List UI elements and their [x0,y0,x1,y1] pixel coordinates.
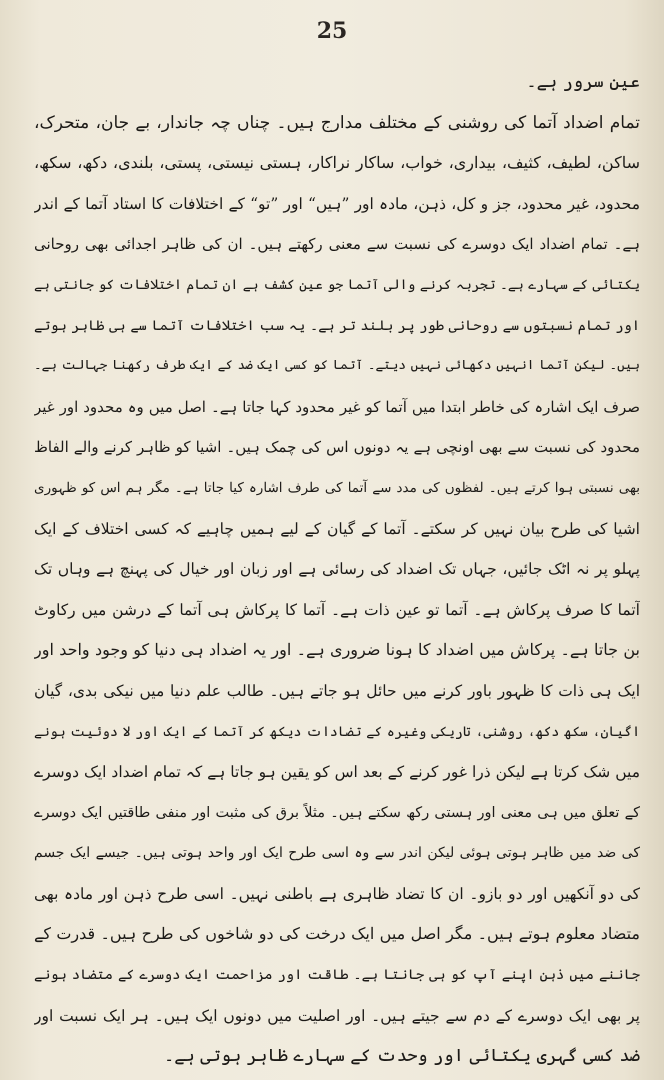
text-line: تمام اضداد آتما کی روشنی کے مختلف مدارج ہیں۔ چناں چہ جاندار، بے جان، متحرک، [34,112,640,133]
text-line: بن جاتا ہے۔ پرکاش میں اضداد کا ہونا ضروری ہے۔ اور یہ اضداد ہی دنیا کو وجود واحد اور [34,640,640,660]
text-line: اشیا کی طرح بیان نہیں کر سکتے۔ آتما کے گیان کے لیے ہمیں چاہیے کہ کسی اختلاف کے ایک [34,519,640,538]
text-line: متضاد معلوم ہوتے ہیں۔ مگر اصل میں ایک درخت کی دو شاخوں کی طرح ہیں۔ قدرت کے [34,924,640,944]
text-line: ساکن، لطیف، کثیف، بیداری، خواب، ساکار نراکار، ہستی نیستی، پستی، بلندی، دکھ، سکھ، [34,153,640,173]
text-line: محدود کی نسبت سے بھی اونچی ہے یہ دونوں اس کی چمک ہیں۔ اشیا کو ظاہر کرنے والے الفاظ [34,438,640,457]
text-line: آتما کا صرف پرکاش ہے۔ آتما تو عین ذات ہے۔ آتما کا پرکاش ہی آتما کے درشن میں رکاوٹ [34,600,640,619]
text-line: ہیں۔ لیکن آتما انہیں دکھائی نہیں دیتے۔ آتما کو کسی ایک ضد کے ایک طرف رکھنا جہالت ہے۔ [34,358,640,374]
text-line: محدود، غیر محدود، جز و کل، ذہن، مادہ اور ”ہیں“ اور ”تو“ کے اختلافات کا استاد آتما کے اندر [34,194,640,213]
text-line: ہے۔ تمام اضداد ایک دوسرے کی نسبت سے معنی رکھتے ہیں۔ ان کی ظاہر اجدائی بھی روحانی [34,235,640,254]
text-line: اور تمام نسبتوں سے روحانی طور پر بلند تر ہے۔ یہ سب اختلافات آتما سے ہی ظاہر ہوتے [34,317,640,334]
text-line: ایک ہی ذات کا ظہور باور کرنے میں حائل ہو جاتے ہیں۔ طالب علم دنیا میں نیکی بدی، گیان [34,681,640,700]
text-line: ضد کسی گہری یکتائی اور وحدت کے سہارے ظاہر ہوتی ہے۔ [163,1046,640,1067]
text-line: کی دو آنکھیں اور دو بازو۔ ان کا تضاد ظاہری ہے باطنی نہیں۔ اسی طرح ذہن اور مادہ بھی [34,884,640,903]
text-line: صرف ایک اشارہ کی خاطر ابتدا میں آتما کو غیر محدود کہا جاتا ہے۔ اصل میں وہ محدود اور غیر [34,397,640,416]
text-line: عین سرور ہے۔ [526,72,640,92]
text-line: پر بھی ایک دوسرے کے دم سے جیتے ہیں۔ اور اصلیت میں دونوں ایک ہیں۔ ہر ایک نسبت اور [34,1006,640,1025]
text-line: اگیان، سکھ دکھ، روشنی، تاریکی وغیرہ کے تضادات دیکھ کر آتما کے ایک اور لا دوئیت ہونے [34,723,640,740]
text-line: کی ضد میں ظاہر ہوتی ہوئی لیکن اندر سے وہ اسی طرح ایک اور واحد ہوتی ہیں۔ جیسے ایک جسم [34,845,640,862]
text-line: یکتائی کے سہارے ہے۔ تجربہ کرنے والی آتما جو عین کشف ہے ان تمام اختلافات کو جانتی ہے [34,276,640,293]
text-line: جاننے میں ذہن اپنے آپ کو ہی جانتا ہے۔ طاقت اور مزاحمت ایک دوسرے کے متضاد ہونے [34,967,640,984]
text-body [34,62,640,1077]
text-line: بھی نسبتی ہوا کرتے ہیں۔ لفظوں کی مدد سے آتما کی طرف اشارہ کیا جاتا ہے۔ مگر ہم اس کو ظہوری [34,479,640,496]
text-line: کے تعلق میں ہی معنی اور ہستی رکھ سکتے ہیں۔ مثلاً برق کی مثبت اور منفی طاقتیں ایک دوسرے [34,804,640,821]
text-line: میں شک کرتا ہے لیکن ذرا غور کرنے کے بعد اس کو یقین ہو جاتا ہے کہ تمام اضداد ایک دوسرے [34,763,640,782]
page-number: 25 [316,18,348,44]
text-line: پہلو پر نہ اٹک جائیں، جہاں تک اضداد کی رسائی ہے اور زبان اور خیال کی پہنچ ہے وہاں تک [34,560,640,579]
